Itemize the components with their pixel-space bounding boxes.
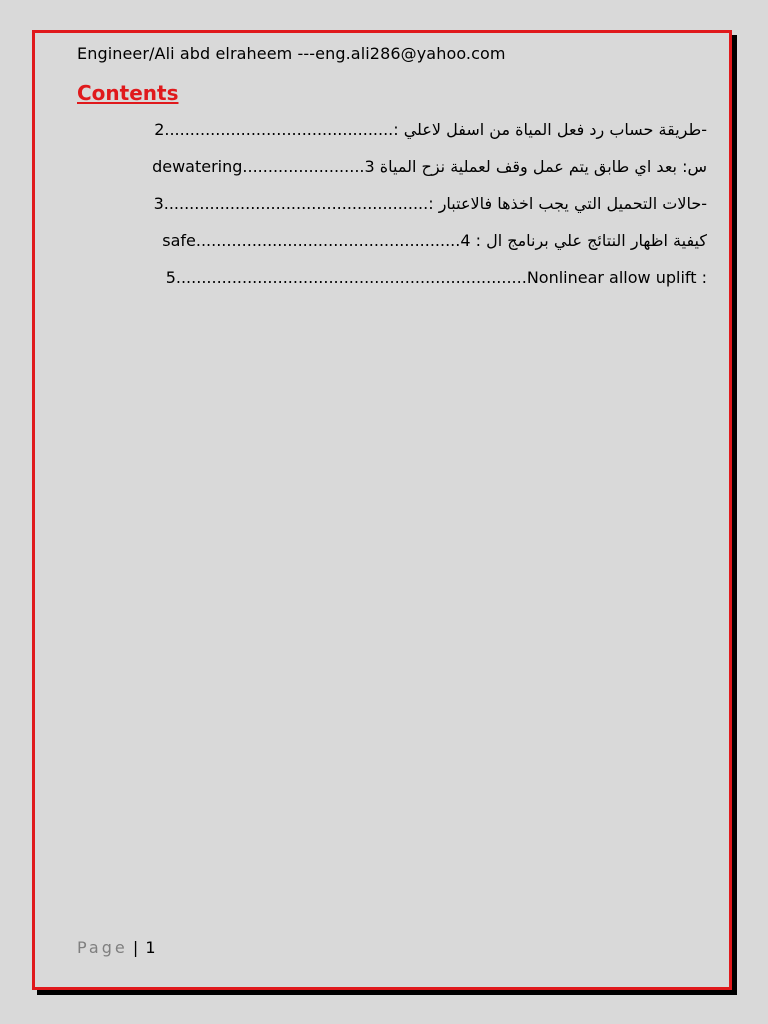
toc-entry[interactable]: [73, 231, 707, 268]
toc-entry[interactable]: [73, 120, 707, 157]
page-separator: |: [132, 938, 139, 957]
toc-entry-text[interactable]: -حالات التحميل التي يجب اخذها فالاعتبار :....................................................3: [153, 194, 707, 213]
toc-entry-text[interactable]: 5.....................................................................Nonlinear allow uplift :: [165, 268, 707, 287]
page-footer: [77, 938, 156, 957]
page-label: Page: [77, 938, 128, 957]
toc-entry[interactable]: [73, 194, 707, 231]
table-of-contents: [73, 120, 707, 305]
document-page: [32, 30, 732, 990]
author-header: Engineer/Ali abd elraheem ---eng.ali286@yahoo.com: [77, 44, 506, 63]
contents-heading[interactable]: Contents: [77, 81, 179, 105]
toc-entry-text[interactable]: -طريقة حساب رد فعل المياة من اسفل لاعلي :.............................................2: [154, 120, 707, 139]
toc-entry-text[interactable]: س: بعد اي طابق يتم عمل وقف لعملية نزح المياة dewatering........................3: [152, 157, 707, 176]
toc-entry[interactable]: [73, 157, 707, 194]
toc-entry[interactable]: [73, 268, 707, 305]
toc-entry-text[interactable]: كيفية اظهار النتائج علي برنامج ال : safe....................................................4: [162, 231, 707, 250]
page-number: 1: [145, 938, 156, 957]
